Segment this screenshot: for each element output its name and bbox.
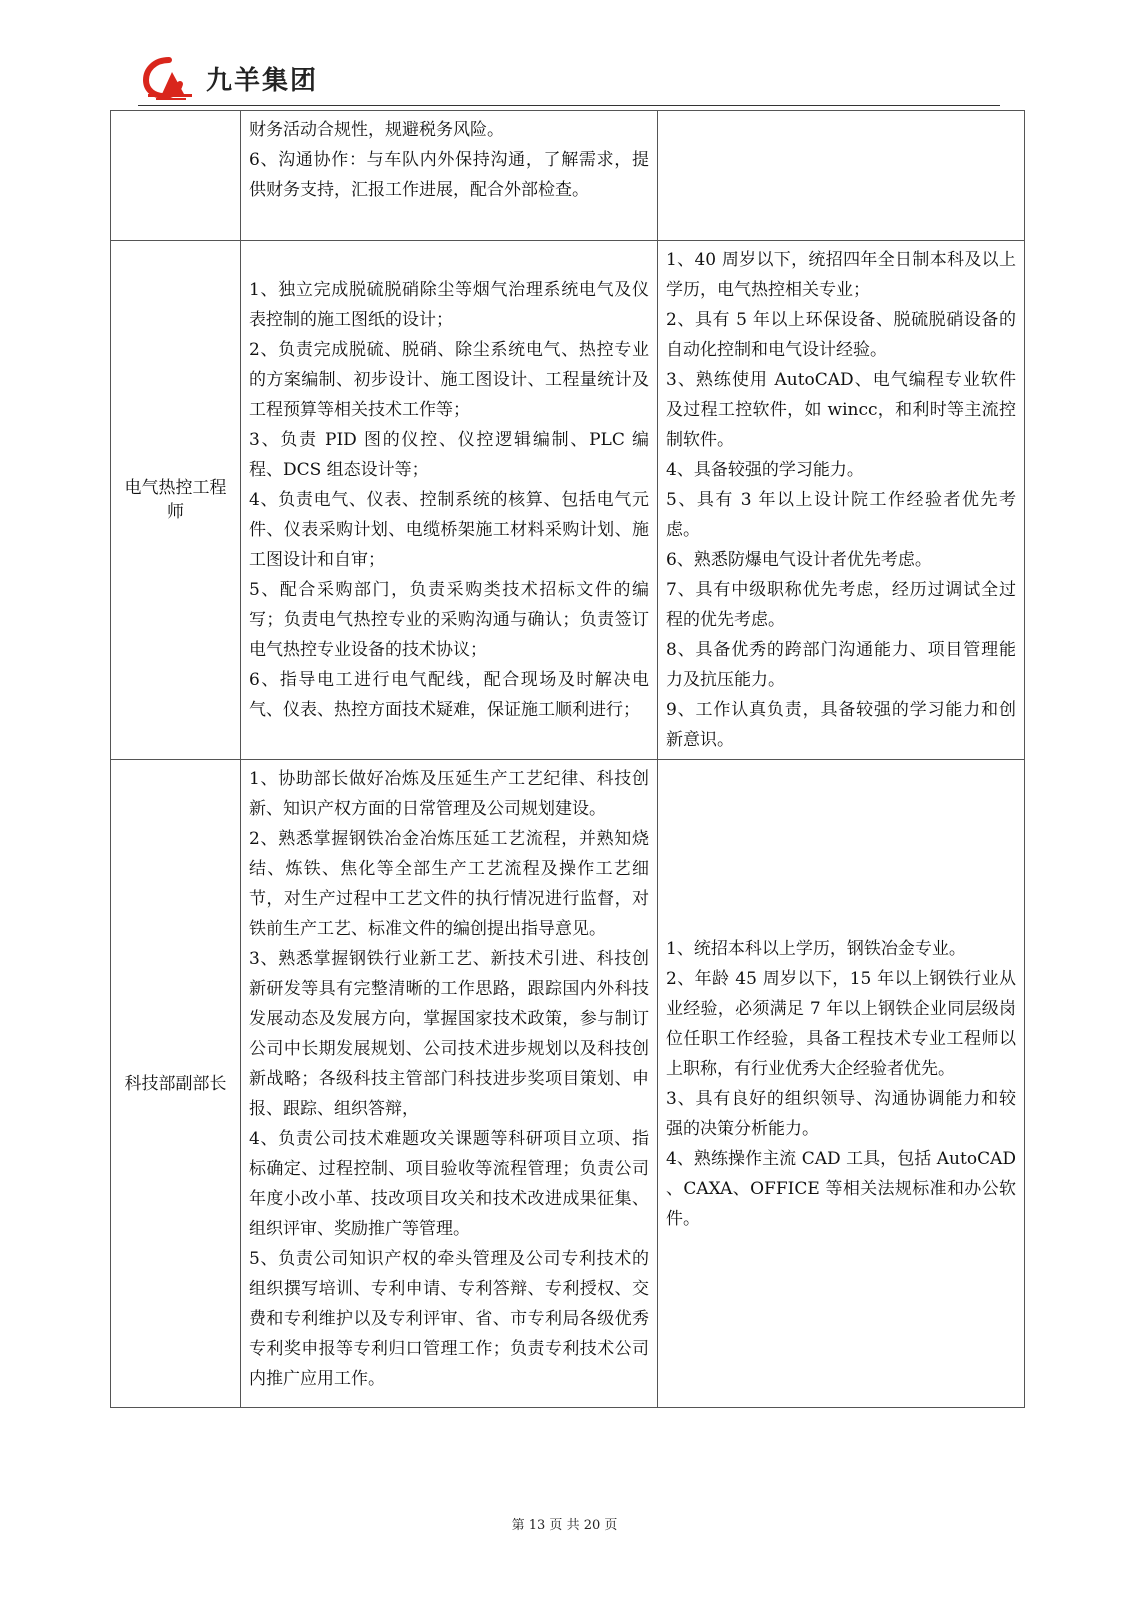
requirement-item: 5、具有 3 年以上设计院工作经验者优先考虑。 bbox=[666, 490, 1016, 540]
requirement-item: 6、熟悉防爆电气设计者优先考虑。 bbox=[666, 550, 932, 570]
table-row bbox=[111, 760, 1025, 1408]
requirement-item: 8、具备优秀的跨部门沟通能力、项目管理能力及抗压能力。 bbox=[666, 640, 1016, 690]
requirement-item: 1、统招本科以上学历，钢铁冶金专业。 bbox=[666, 938, 966, 959]
table-row bbox=[111, 111, 1025, 241]
position-title: 科技部副部长 bbox=[111, 760, 241, 1408]
requirement-item: 3、具有良好的组织领导、沟通协调能力和较强的决策分析能力。 bbox=[666, 1088, 1016, 1139]
duty-item: 3、负责 PID 图的仪控、仪控逻辑编制、PLC 编程、DCS 组态设计等； bbox=[249, 430, 649, 480]
duty-item: 5、负责公司知识产权的牵头管理及公司专利技术的组织撰写培训、专利申请、专利答辩、专利授权、交费和专利维护以及专利评审、省、市专利局各级优秀专利奖申报等专利归口管理工作；负责专利技术公司内推广应用工作。 bbox=[249, 1249, 649, 1389]
requirements-cell bbox=[658, 241, 1025, 760]
duty-item: 1、独立完成脱硫脱硝除尘等烟气治理系统电气及仪表控制的施工图纸的设计； bbox=[249, 280, 649, 330]
requirements-cell bbox=[658, 760, 1025, 1408]
duties-cell bbox=[241, 241, 658, 760]
requirement-item: 1、40 周岁以下，统招四年全日制本科及以上学历，电气热控相关专业； bbox=[666, 250, 1016, 300]
duty-item: 1、协助部长做好冶炼及压延生产工艺纪律、科技创新、知识产权方面的日常管理及公司规划建设。 bbox=[249, 769, 649, 819]
requirement-item: 2、具有 5 年以上环保设备、脱硫脱硝设备的自动化控制和电气设计经验。 bbox=[666, 310, 1016, 360]
company-name: 九羊集团 bbox=[206, 66, 319, 96]
duties-cell bbox=[241, 760, 658, 1408]
requirement-item: 4、具备较强的学习能力。 bbox=[666, 460, 864, 480]
duty-item: 2、负责完成脱硫、脱硝、除尘系统电气、热控专业的方案编制、初步设计、施工图设计、工程量统计及工程预算等相关技术工作等； bbox=[249, 340, 649, 420]
requirement-item: 9、工作认真负责，具备较强的学习能力和创新意识。 bbox=[666, 700, 1016, 750]
header-divider bbox=[138, 105, 1000, 106]
requirement-item: 2、年龄 45 周岁以下，15 年以上钢铁行业从业经验，必须满足 7 年以上钢铁企业同层级岗位任职工作经验，具备工程技术专业工程师以上职称，有行业优秀大企经验者优先。 bbox=[666, 968, 1016, 1079]
table-row bbox=[111, 241, 1025, 760]
requirement-item: 7、具有中级职称优先考虑，经历过调试全过程的优先考虑。 bbox=[666, 580, 1016, 630]
position-title: 电气热控工程师 bbox=[111, 241, 241, 760]
duties-cell bbox=[241, 111, 658, 241]
duty-item: 2、熟悉掌握钢铁冶金冶炼压延工艺流程，并熟知烧结、炼铁、焦化等全部生产工艺流程及操作工艺细节，对生产过程中工艺文件的执行情况进行监督，对铁前生产工艺、标准文件的编创提出指导意见。 bbox=[249, 829, 649, 939]
position-title bbox=[111, 111, 241, 241]
duty-item: 财务活动合规性，规避税务风险。 bbox=[249, 120, 504, 140]
duty-item: 4、负责公司技术难题攻关课题等科研项目立项、指标确定、过程控制、项目验收等流程管理；负责公司年度小改小革、技改项目攻关和技术改进成果征集、组织评审、奖励推广等管理。 bbox=[249, 1129, 649, 1239]
duty-item: 3、熟悉掌握钢铁行业新工艺、新技术引进、科技创新研发等具有完整清晰的工作思路，跟踪国内外科技发展动态及发展方向，掌握国家技术政策，参与制订公司中长期发展规划、公司技术进步规划以及科技创新战略；各级科技主管部门科技进步奖项目策划、申报、跟踪、组织答辩， bbox=[249, 949, 649, 1119]
requirement-item: 4、熟练操作主流 CAD 工具，包括 AutoCAD 、CAXA、OFFICE 等相关法规标准和办公软件。 bbox=[666, 1148, 1016, 1229]
requirement-item: 3、熟练使用 AutoCAD、电气编程专业软件及过程工控软件，如 wincc，和利时等主流控制软件。 bbox=[666, 370, 1016, 450]
page-number: 第 13 页 共 20 页 bbox=[511, 1518, 618, 1533]
duty-item: 6、沟通协作：与车队内外保持沟通，了解需求，提供财务支持，汇报工作进展，配合外部检查。 bbox=[249, 150, 649, 200]
duty-item: 5、配合采购部门，负责采购类技术招标文件的编写；负责电气热控专业的采购沟通与确认；负责签订电气热控专业设备的技术协议； bbox=[249, 580, 649, 660]
nine-sheep-logo-icon bbox=[142, 54, 196, 102]
page-header bbox=[138, 50, 1000, 106]
duty-item: 4、负责电气、仪表、控制系统的核算、包括电气元件、仪表采购计划、电缆桥架施工材料采购计划、施工图设计和自审； bbox=[249, 490, 649, 570]
job-table bbox=[110, 110, 1025, 1408]
requirements-cell bbox=[658, 111, 1025, 241]
duty-item: 6、指导电工进行电气配线，配合现场及时解决电气、仪表、热控方面技术疑难，保证施工顺利进行； bbox=[249, 670, 649, 720]
